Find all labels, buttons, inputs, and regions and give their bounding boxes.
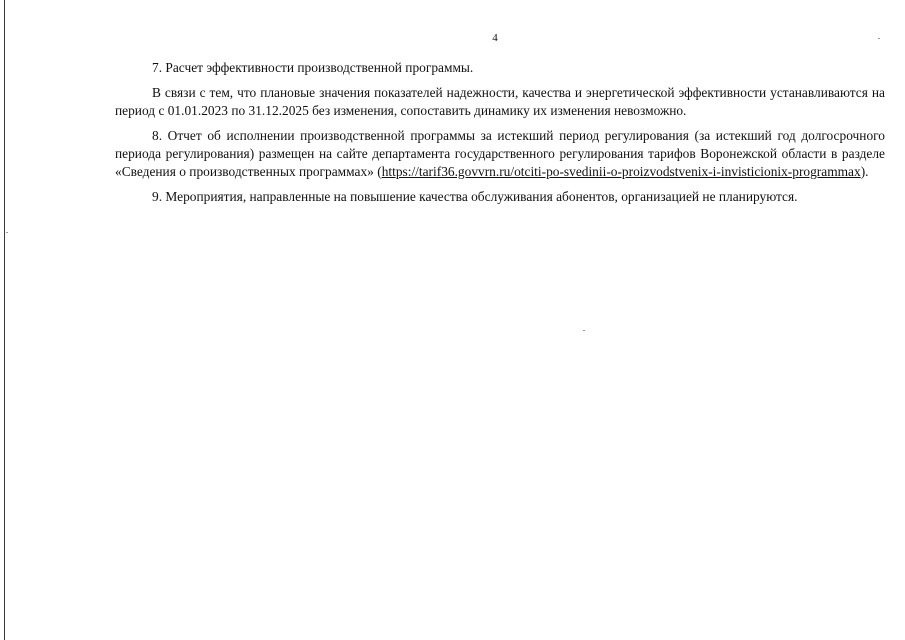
paragraph-7-heading: 7. Расчет эффективности производственной программы.: [152, 60, 474, 75]
paragraph-8-text: 8. Отчет об исполнении производственной программы за истекший период регулирования (за истекший год долгосрочного периода регулирования) размещен на сайте департамента государственного регулирования тарифов Воронежской области в разделе «Сведения о производственных программах» (: [115, 128, 885, 179]
paragraph-indicators: В связи с тем, что плановые значения показателей надежности, качества и энергетической эффективности устанавливаются на период с 01.01.2023 по 31.12.2025 без изменения, сопоставить динамику их изменения невозможно.: [115, 85, 885, 118]
paragraph-8-report: [115, 127, 885, 181]
scan-edge-line: [4, 0, 5, 640]
programs-info-link[interactable]: https://tarif36.govvrn.ru/otciti-po-svedinii-o-proizvodstvenix-i-invisticionix-programmax: [381, 164, 861, 179]
paragraph-8-tail: ).: [860, 164, 869, 179]
paragraph-9-measures: 9. Мероприятия, направленные на повышение качества обслуживания абонентов, организацией не планируются.: [152, 189, 798, 204]
scan-speck: [583, 330, 585, 331]
document-body: [115, 59, 885, 213]
scan-speck: [878, 38, 880, 39]
scan-speck: [6, 232, 8, 233]
page-number: 4: [492, 32, 498, 44]
